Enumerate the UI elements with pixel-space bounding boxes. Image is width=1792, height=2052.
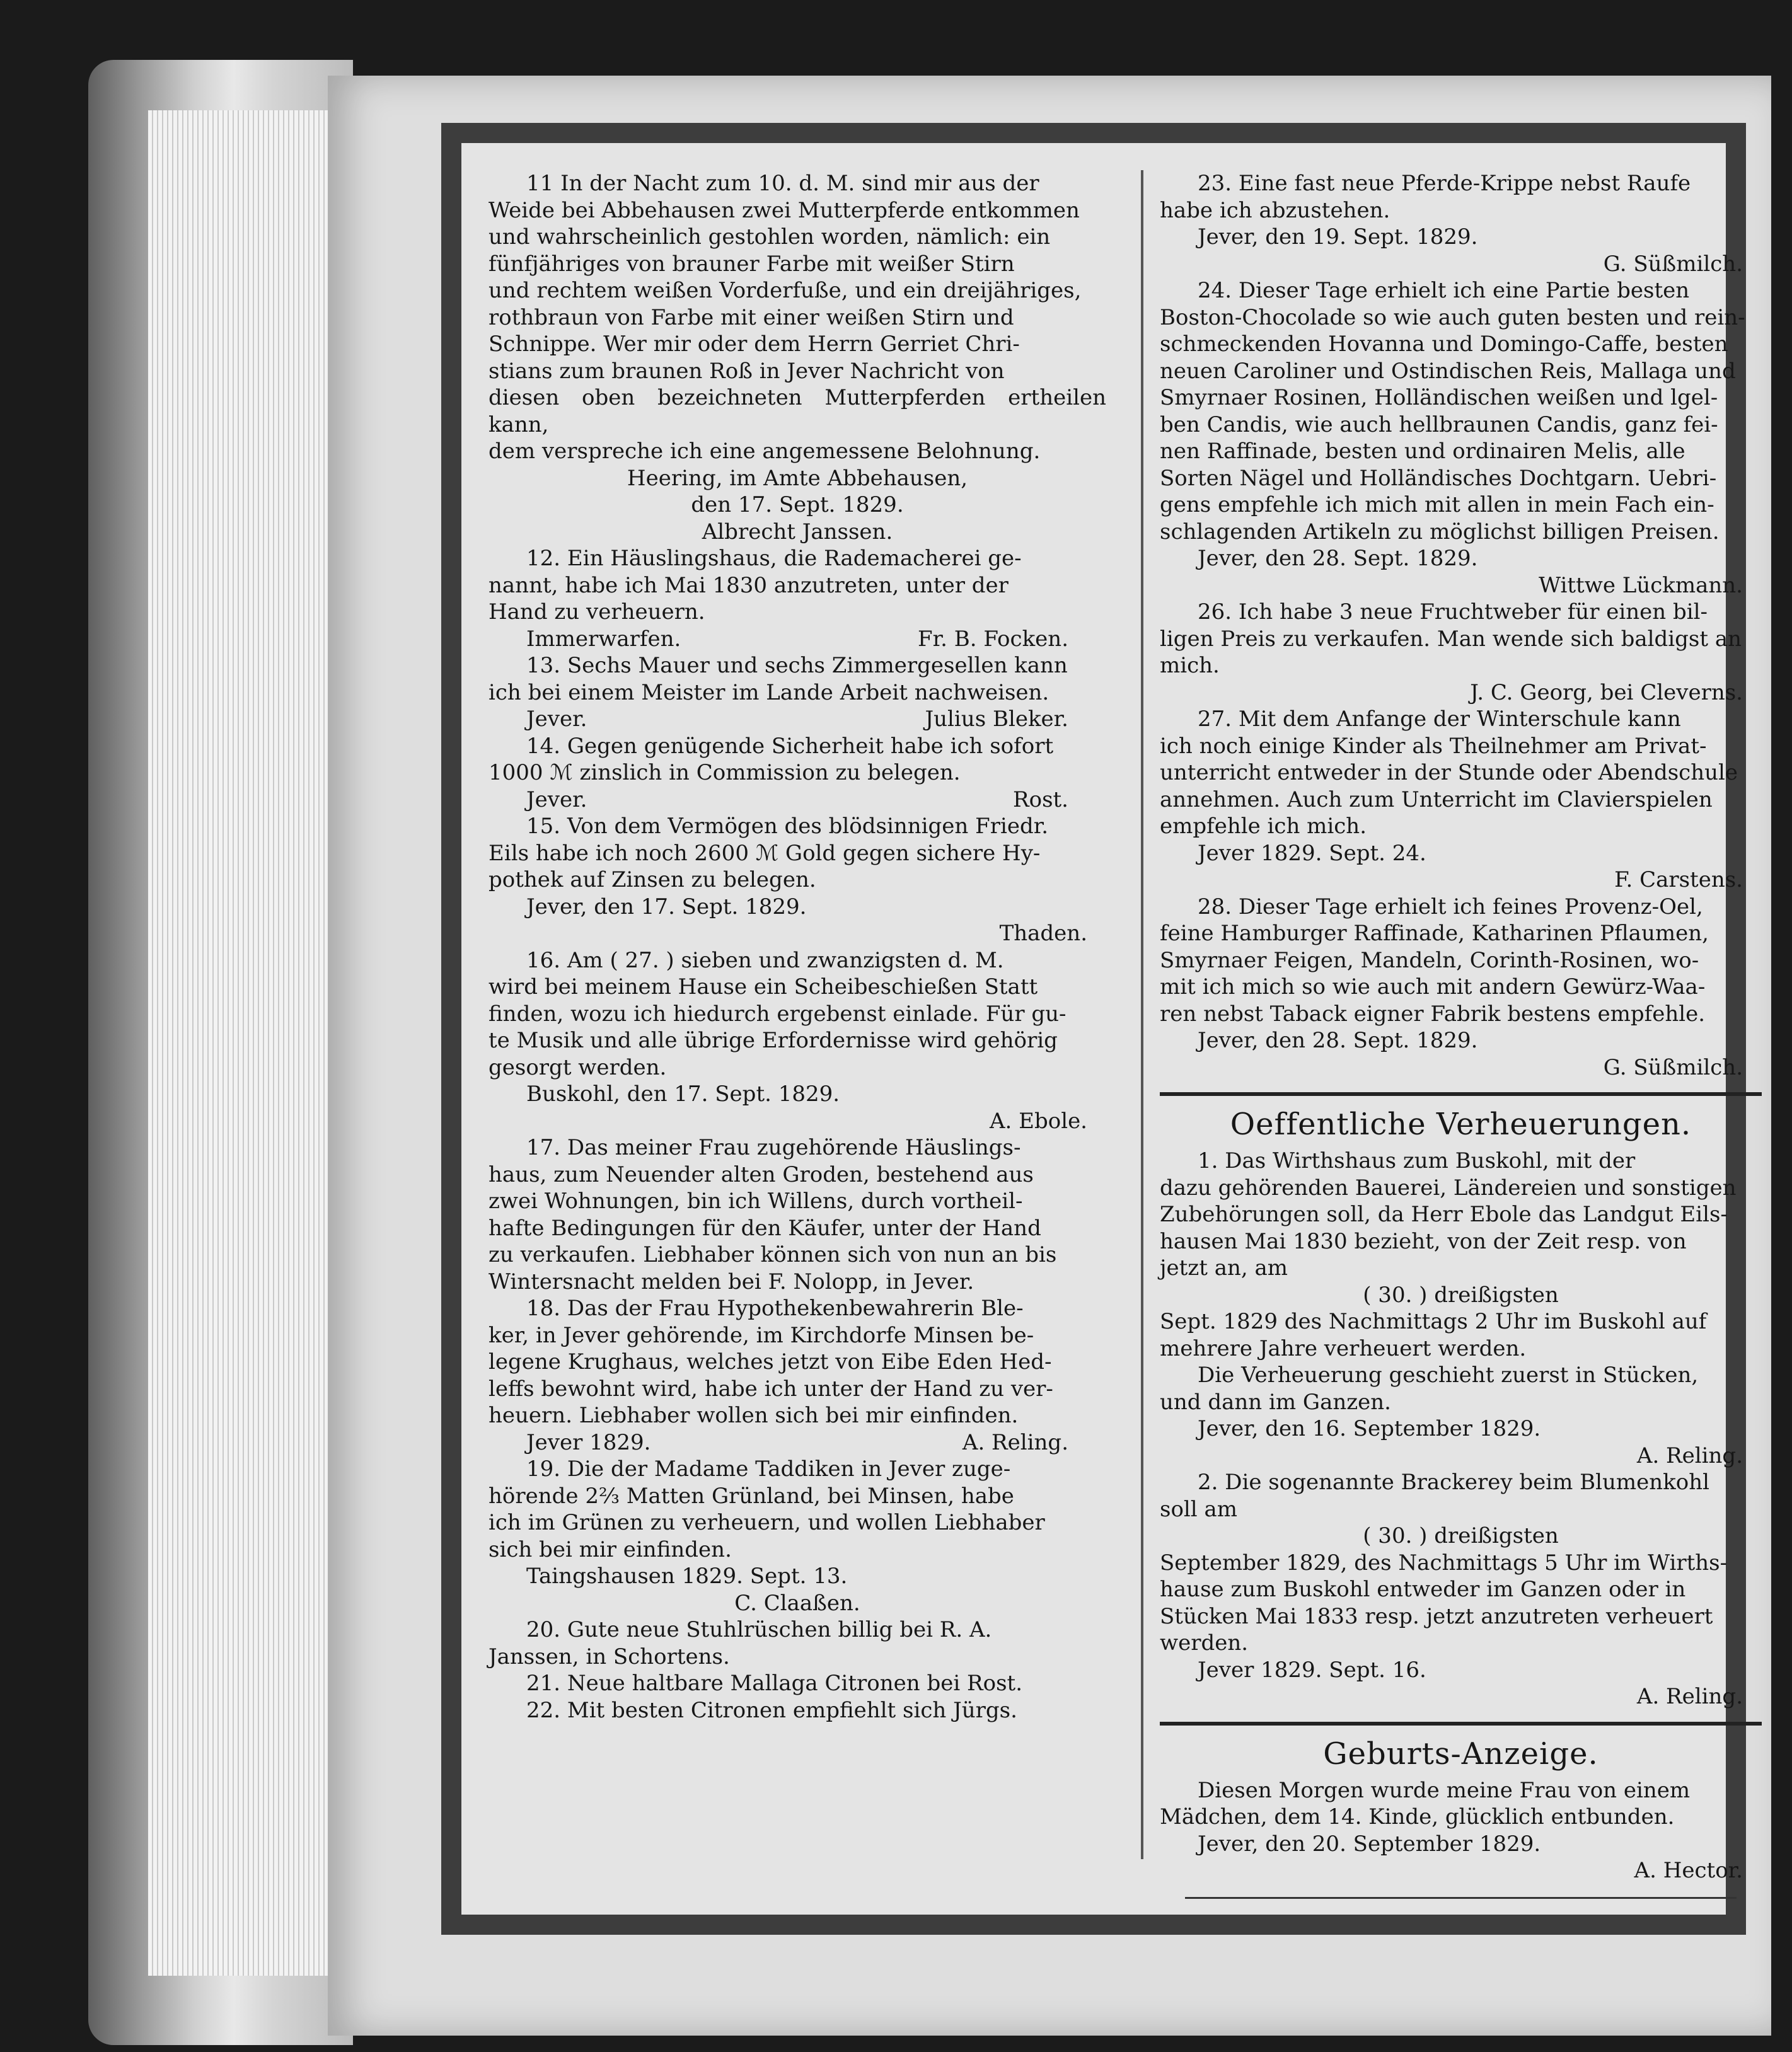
- notice-signature: J. C. Georg, bei Cleverns.: [1470, 679, 1743, 705]
- notice-signature: C. Claaßen.: [734, 1590, 860, 1616]
- text-line: leffs bewohnt wird, habe ich unter der Hand zu ver-: [488, 1376, 1053, 1402]
- text-line: fünfjähriges von brauner Farbe mit weißer Stirn: [488, 251, 1015, 277]
- section-birth-announcement: [1160, 1734, 1762, 1884]
- text-line: 19. Die der Madame Taddiken in Jever zuge-: [526, 1456, 1011, 1482]
- text-line: Die Verheuerung geschieht zuerst in Stücken,: [1198, 1363, 1699, 1388]
- text-line: ich im Grünen zu verheuern, und wollen Liebhaber: [488, 1510, 1045, 1535]
- text-line: 2. Die sogenannte Brackerey beim Blumenkohl: [1198, 1470, 1709, 1495]
- notice-date: Taingshausen 1829. Sept. 13.: [526, 1564, 848, 1589]
- text-line: Hand zu verheuern.: [488, 599, 705, 625]
- text-line: Mädchen, dem 14. Kinde, glücklich entbunden.: [1160, 1804, 1675, 1830]
- text-line: Schnippe. Wer mir oder dem Herrn Gerriet Chri-: [488, 331, 1020, 357]
- notice-signature: G. Süßmilch.: [1603, 251, 1743, 277]
- notice-signature: A. Reling.: [1636, 1443, 1743, 1468]
- text-line: dazu gehörenden Bauerei, Ländereien und sonstigen: [1160, 1175, 1737, 1201]
- text-line: soll am: [1160, 1496, 1237, 1522]
- text-line: nen Raffinade, besten und ordinairen Melis, alle: [1160, 439, 1685, 464]
- notice-22: 22. Mit besten Citronen empfiehlt sich Jürgs.: [526, 1697, 1017, 1723]
- text-line: hause zum Buskohl entweder im Ganzen oder in: [1160, 1577, 1686, 1602]
- text-line: Diesen Morgen wurde meine Frau von einem: [1198, 1777, 1691, 1803]
- text-line: 16. Am ( 27. ) sieben und zwanzigsten d. M.: [526, 947, 1004, 973]
- notice-date: Jever, den 19. Sept. 1829.: [1198, 224, 1478, 250]
- notice-12: [488, 545, 1106, 652]
- notice-signature: Fr. B. Focken.: [918, 626, 1068, 652]
- text-line: sich bei mir einfinden.: [488, 1536, 732, 1562]
- text-line: te Musik und alle übrige Erfordernisse wird gehörig: [488, 1028, 1058, 1053]
- notice-place: Immerwarfen.: [526, 626, 681, 652]
- text-line: ker, in Jever gehörende, im Kirchdorfe Minsen be-: [488, 1322, 1034, 1348]
- section-heading: Geburts-Anzeige.: [1323, 1736, 1598, 1772]
- text-line: Smyrnaer Rosinen, Holländischen weißen und lgel-: [1160, 385, 1718, 410]
- section-rule: [1160, 1722, 1762, 1726]
- notice-11: [488, 170, 1106, 545]
- notice-28: [1160, 894, 1762, 1081]
- notice-signature: A. Reling.: [1636, 1684, 1743, 1709]
- text-line: gens empfehle ich mich mit allen in mein Fach ein-: [1160, 492, 1714, 517]
- text-line: 1000 ℳ zinslich in Commission zu belegen.: [488, 760, 961, 785]
- text-line: September 1829, des Nachmittags 5 Uhr im Wirths-: [1160, 1550, 1728, 1576]
- text-line: mich.: [1160, 653, 1220, 678]
- text-line: hausen Mai 1830 bezieht, von der Zeit resp. von: [1160, 1228, 1687, 1254]
- section-heading: Oeffentliche Verheuerungen.: [1230, 1107, 1692, 1142]
- column-divider: [1141, 170, 1143, 1859]
- notice-13: [488, 652, 1106, 733]
- text-line: empfehle ich mich.: [1160, 814, 1367, 839]
- text-line: werden.: [1160, 1630, 1249, 1656]
- section-rule: [1160, 1092, 1762, 1096]
- notice-signature: F. Carstens.: [1614, 867, 1743, 892]
- notice-18: [488, 1295, 1106, 1456]
- text-line: stians zum braunen Roß in Jever Nachricht von: [488, 358, 1005, 384]
- notice-date: Jever, den 28. Sept. 1829.: [1198, 1028, 1478, 1053]
- text-line: 20. Gute neue Stuhlrüschen billig bei R. A.: [526, 1617, 992, 1642]
- text-line: schmeckenden Hovanna und Domingo-Caffe, besten: [1160, 331, 1728, 357]
- text-line: mit ich mich so wie auch mit andern Gewürz-Waa-: [1160, 974, 1706, 1000]
- closing-rule: [1185, 1897, 1737, 1899]
- text-line: jetzt an, am: [1160, 1255, 1288, 1281]
- text-line: unterricht entweder in der Stunde oder Abendschule: [1160, 760, 1738, 785]
- text-line: Boston-Chocolade so wie auch guten besten und rein-: [1160, 304, 1745, 330]
- notice-17: [488, 1134, 1106, 1295]
- text-line: zwei Wohnungen, bin ich Willens, durch vortheil-: [488, 1189, 1023, 1214]
- notice-footer: [488, 1429, 1106, 1456]
- page-edges: [148, 110, 356, 1976]
- notice-date: Buskohl, den 17. Sept. 1829.: [526, 1081, 840, 1107]
- text-line: und rechtem weißen Vorderfuße, und ein dreijähriges,: [488, 278, 1082, 303]
- notice-23: [1160, 170, 1762, 277]
- text-line: haus, zum Neuender alten Groden, bestehend aus: [488, 1161, 1034, 1187]
- text-line: und dann im Ganzen.: [1160, 1389, 1391, 1415]
- notice-place: Jever 1829.: [526, 1429, 651, 1455]
- right-column: [1160, 170, 1762, 1905]
- text-line: Sorten Nägel und Holländisches Dochtgarn. Uebri-: [1160, 465, 1717, 491]
- text-line: 26. Ich habe 3 neue Fruchtweber für einen bil-: [1198, 599, 1708, 625]
- text-line: 15. Von dem Vermögen des blödsinnigen Friedr.: [526, 814, 1049, 839]
- notice-signature: G. Süßmilch.: [1603, 1054, 1743, 1080]
- text-line: Smyrnaer Feigen, Mandeln, Corinth-Rosinen, wo-: [1160, 947, 1699, 973]
- notice-date: Jever 1829. Sept. 24.: [1198, 840, 1426, 866]
- notice-27: [1160, 706, 1762, 894]
- notice-signature: A. Hector.: [1634, 1858, 1743, 1883]
- text-line: 1. Das Wirthshaus zum Buskohl, mit der: [1198, 1148, 1636, 1173]
- text-line: Eils habe ich noch 2600 ℳ Gold gegen sichere Hy-: [488, 840, 1041, 866]
- text-line: mehrere Jahre verheuert werden.: [1160, 1335, 1527, 1361]
- notice-signature: Albrecht Janssen.: [702, 519, 893, 545]
- text-line: 28. Dieser Tage erhielt ich feines Provenz-Oel,: [1198, 894, 1703, 919]
- text-line: annehmen. Auch zum Unterricht im Clavierspielen: [1160, 787, 1713, 812]
- left-column: [488, 170, 1106, 1724]
- text-line: gesorgt werden.: [488, 1054, 667, 1080]
- text-line: habe ich abzustehen.: [1160, 197, 1390, 223]
- text-line: Weide bei Abbehausen zwei Mutterpferde entkommen: [488, 197, 1080, 223]
- text-line: ren nebst Taback eigner Fabrik bestens empfehle.: [1160, 1001, 1706, 1027]
- text-line: 18. Das der Frau Hypothekenbewahrerin Ble-: [526, 1296, 1024, 1321]
- text-line: 13. Sechs Mauer und sechs Zimmergesellen kann: [526, 653, 1068, 678]
- text-line: 12. Ein Häuslingshaus, die Rademacherei ge-: [526, 546, 1022, 571]
- text-line: 11 In der Nacht zum 10. d. M. sind mir aus der: [526, 171, 1039, 196]
- text-line: ich bei einem Meister im Lande Arbeit nachweisen.: [488, 679, 1049, 705]
- text-line: nannt, habe ich Mai 1830 anzutreten, unter der: [488, 572, 1009, 598]
- notice-date: Jever, den 28. Sept. 1829.: [1198, 546, 1478, 571]
- lease-date-line: ( 30. ) dreißigsten: [1363, 1282, 1559, 1308]
- lease-1: [1160, 1148, 1762, 1469]
- text-line: 14. Gegen genügende Sicherheit habe ich sofort: [526, 733, 1054, 759]
- notice-19: [488, 1456, 1106, 1617]
- notice-26: [1160, 599, 1762, 706]
- notice-place: Heering, im Amte Abbehausen,: [627, 465, 968, 491]
- text-line: diesen oben bezeichneten Mutterpferden ertheilen kann,: [488, 385, 1106, 437]
- notice-15: [488, 813, 1106, 947]
- text-line: wird bei meinem Hause ein Scheibeschießen Statt: [488, 974, 1038, 1000]
- notice-date: Jever, den 16. September 1829.: [1198, 1416, 1541, 1441]
- notice-20: [488, 1617, 1106, 1670]
- notice-footer: [488, 706, 1106, 733]
- text-line: legene Krughaus, welches jetzt von Eibe Eden Hed-: [488, 1349, 1052, 1375]
- text-line: hörende 2⅔ Matten Grünland, bei Minsen, habe: [488, 1483, 1014, 1509]
- text-line: zu verkaufen. Liebhaber können sich von nun an bis: [488, 1242, 1057, 1267]
- text-line: hafte Bedingungen für den Käufer, unter der Hand: [488, 1215, 1041, 1241]
- text-line: feine Hamburger Raffinade, Katharinen Pflaumen,: [1160, 921, 1709, 946]
- text-line: Janssen, in Schortens.: [488, 1644, 730, 1669]
- lease-date-line: ( 30. ) dreißigsten: [1363, 1523, 1559, 1548]
- notice-16: [488, 947, 1106, 1135]
- text-line: 24. Dieser Tage erhielt ich eine Partie besten: [1198, 278, 1690, 303]
- text-line: Zubehörungen soll, da Herr Ebole das Landgut Eils-: [1160, 1202, 1728, 1227]
- text-line: heuern. Liebhaber wollen sich bei mir einfinden.: [488, 1403, 1019, 1428]
- section-public-leases: [1160, 1105, 1762, 1710]
- notice-signature: A. Ebole.: [989, 1108, 1087, 1134]
- notice-place: Jever.: [526, 787, 587, 812]
- text-line: 23. Eine fast neue Pferde-Krippe nebst Raufe: [1198, 171, 1691, 196]
- notice-24: [1160, 277, 1762, 599]
- notice-signature: Thaden.: [999, 921, 1087, 946]
- notice-signature: Julius Bleker.: [925, 706, 1068, 732]
- text-line: 27. Mit dem Anfange der Winterschule kann: [1198, 706, 1681, 732]
- notice-signature: A. Reling.: [962, 1429, 1068, 1455]
- notice-21: 21. Neue haltbare Mallaga Citronen bei Rost.: [526, 1671, 1022, 1696]
- notice-date: Jever, den 17. Sept. 1829.: [526, 894, 807, 919]
- text-line: finden, wozu ich hiedurch ergebenst einlade. Für gu-: [488, 1001, 1067, 1027]
- notice-date: Jever 1829. Sept. 16.: [1198, 1657, 1426, 1683]
- text-line: neuen Caroliner und Ostindischen Reis, Mallaga und: [1160, 358, 1736, 384]
- notice-signature: Wittwe Lückmann.: [1539, 572, 1743, 598]
- text-line: Wintersnacht melden bei F. Nolopp, in Jever.: [488, 1269, 974, 1294]
- text-line: 17. Das meiner Frau zugehörende Häuslings-: [526, 1135, 1021, 1160]
- text-line: pothek auf Zinsen zu belegen.: [488, 867, 816, 892]
- text-line: Sept. 1829 des Nachmittags 2 Uhr im Buskohl auf: [1160, 1309, 1707, 1334]
- notice-place: Jever.: [526, 706, 587, 732]
- text-line: rothbraun von Farbe mit einer weißen Stirn und: [488, 304, 1014, 330]
- notice-footer: [488, 626, 1106, 653]
- notice-date: den 17. Sept. 1829.: [691, 492, 904, 517]
- text-line: schlagenden Artikeln zu möglichst billigen Preisen.: [1160, 519, 1720, 545]
- notice-footer: [488, 787, 1106, 814]
- text-line: dem verspreche ich eine angemessene Belohnung.: [488, 439, 1041, 464]
- text-line: ligen Preis zu verkaufen. Man wende sich baldigst an: [1160, 626, 1742, 652]
- text-line: und wahrscheinlich gestohlen worden, nämlich: ein: [488, 224, 1051, 250]
- text-line: Stücken Mai 1833 resp. jetzt anzutreten verheuert: [1160, 1603, 1713, 1629]
- text-line: ben Candis, wie auch hellbraunen Candis, ganz fei-: [1160, 412, 1718, 437]
- lease-2: [1160, 1469, 1762, 1710]
- notice-date: Jever, den 20. September 1829.: [1198, 1831, 1541, 1857]
- notice-signature: Rost.: [1013, 787, 1068, 812]
- text-line: ich noch einige Kinder als Theilnehmer am Privat-: [1160, 733, 1707, 759]
- notice-14: [488, 733, 1106, 814]
